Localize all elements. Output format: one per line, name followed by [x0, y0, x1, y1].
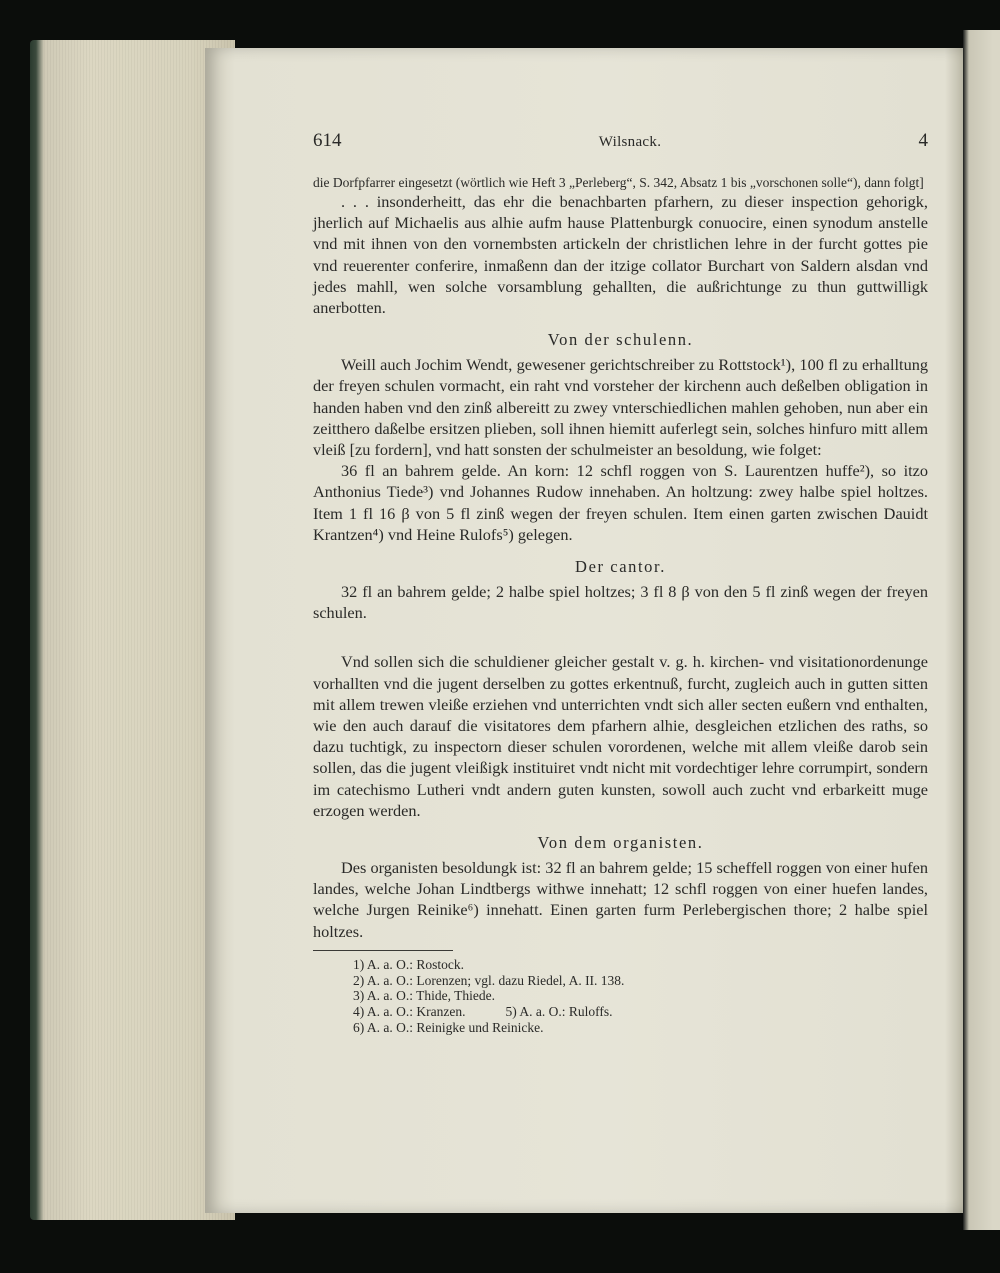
paragraph-organist-pay: Des organisten besoldungk ist: 32 fl an bahrem gelde; 15 scheffell roggen von einer hufen landes, welche Johan Lindtbergs withwe innehatt; 12 schfl roggen von einer huefen landes, welche Jurgen Reinike⁶) innehatt. Einen garten furm Perlebergischen thore; 2 halbe spiel holtzes.: [313, 858, 928, 941]
blank-gap: [313, 623, 928, 651]
footnote-3: 3) A. a. O.: Thide, Thiede.: [353, 988, 495, 1004]
heading-cantor: Der cantor.: [575, 557, 666, 577]
section-number: 4: [918, 130, 928, 151]
footnote-2: 2) A. a. O.: Lorenzen; vgl. dazu Riedel, A. II. 138.: [353, 972, 625, 988]
paragraph-cantor-pay: 32 fl an bahrem gelde; 2 halbe spiel holtzes; 3 fl 8 β von den 5 fl zinß wegen der freyen schulen.: [313, 582, 928, 623]
paragraph-schulmeister-pay: 36 fl an bahrem gelde. An korn: 12 schfl roggen von S. Laurentzen huffe²), so itzo Anthonius Tiede³) vnd Johannes Rudow innehaben. An holtzung: zwey halbe spiel holtzes. Item 1 fl 16 β von 5 fl zinß wegen der freyen schulen. Item einen garten zwischen Dauidt Krantzen⁴) vnd Heine Rulofs⁵) gelegen.: [313, 461, 928, 544]
page-header: [313, 130, 928, 152]
footnote-6: 6) A. a. O.: Reinigke und Reinicke.: [353, 1020, 544, 1036]
footnote-1: 1) A. a. O.: Rostock.: [353, 956, 464, 972]
intro-note: die Dorfpfarrer eingesetzt (wörtlich wie Heft 3 „Perleberg“, S. 342, Absatz 1 bis „vorschonen solle“), dann folgt]: [313, 175, 924, 190]
footnote-4-5: [313, 1004, 928, 1020]
paragraph-synod: . . . insonderheitt, das ehr die benachbarten pfarhern, zu dieser inspection gehorigk, jherlich auf Michaelis aus alhie aufm hause Plattenburgk conuocire, einen synodum anstelle vnd mit ihnen von den vornembsten artickeln der christlichen lehre in der furcht gottes pie vnd reuerenter conferire, inmaßenn dan der itzige collator Burchart von Saldern alsdan vnd jedes mahll, wen solche vorsamblung gehallten, die außrichtunge zu thun guttwilligk anerbotten.: [313, 192, 928, 318]
paragraph-schulmeister: Weill auch Jochim Wendt, gewesener gerichtschreiber zu Rottstock¹), 100 fl zu erhalltung der freyen schulen vormacht, ein raht vnd vorsteher der kirchenn auch deßelben obligation in handen haben vnd den zinß albereitt zu zwey vnterschiedlichen mahlen gehoben, nun aber ein zeitthero daßelbe ersitzen plieben, soll ihnen hiemitt auferlegt sein, solches hinfuro mitt allem vleiß [zu fordern], vnd hatt sonsten der schulmeister an besoldung, wie folget:: [313, 355, 928, 460]
footnote-4: 4) A. a. O.: Kranzen.: [353, 1004, 466, 1020]
footnotes: [313, 957, 928, 1036]
page-text: [313, 130, 928, 1036]
footnote-5: 5) A. a. O.: Ruloffs.: [505, 1004, 613, 1020]
running-title: Wilsnack.: [598, 134, 662, 150]
paragraph-schuldiener: Vnd sollen sich die schuldiener gleicher gestalt v. g. h. kirchen- vnd visitationordenunge vorhallten vnd die jugent derselben zu gottes erkentnuß, furcht, zugleich auch in gutten sitten mit allem trewen vleiße erziehen vnd unterrichten vndt sich aller secten eußern vnd enthalten, wie den auch darauf die visitatores dem pfarhern alhie, desgleichen etzlichen des raths, so dazu tuchtigk, zu inspectorn dieser schulen vorordenen, welche mit allem vleiße darob sein sollen, das die jugent vleißigk instituiret vndt nicht mit vordechtiger lehre corrumpirt, sondern im catechismo Lutheri vndt andern guten kunsten, sowoll auch zucht vnd erbarkeitt muge erzogen werden.: [313, 652, 928, 820]
heading-schulen: Von der schulenn.: [547, 330, 694, 350]
facing-page-edge: [963, 30, 1000, 1230]
footnote-rule: [313, 950, 453, 951]
page-number: 614: [313, 130, 342, 151]
heading-organist: Von dem organisten.: [537, 833, 704, 853]
